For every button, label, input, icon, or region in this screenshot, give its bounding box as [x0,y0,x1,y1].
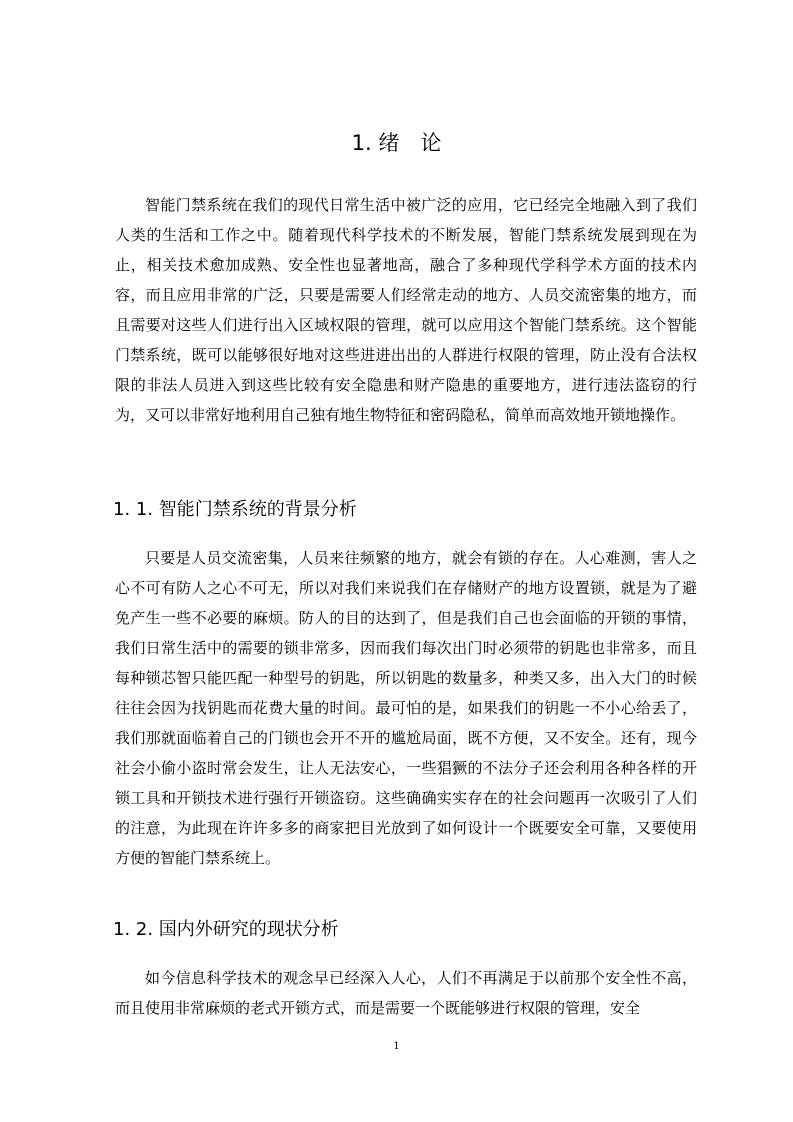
chapter-title: 1. 绪 论 [351,131,442,155]
section-heading-1-1: 1. 1. 智能门禁系统的背景分析 [113,499,357,520]
intro-paragraph: 智能门禁系统在我们的现代日常生活中被广泛的应用，它已经完全地融入到了我们人类的生活和工作之中。随着现代科学技术的不断发展，智能门禁系统发展到现在为止，相关技术愈加成熟、安全性也显著地高，融合了多种现代学科学术方面的技术内容，而且应用非常的广泛，只要是需要人们经常走动的地方、人员交流密集的地方，而且需要对这些人们进行出入区域权限的管理，就可以应用这个智能门禁系统。这个智能门禁系统，既可以能够很好地对这些进进出出的人群进行权限的管理，防止没有合法权限的非法人员进入到这些比较有安全隐患和财产隐患的重要地方，进行违法盗窃的行为，又可以非常好地利用自己独有地生物特征和密码隐私，简单而高效地开锁地操作。 [115,196,697,424]
section-heading-1-2: 1. 2. 国内外研究的现状分析 [113,919,339,940]
section-1-2-paragraph: 如今信息科学技术的观念早已经深入人心，人们不再满足于以前那个安全性不高，而且使用非常麻烦的老式开锁方式，而是需要一个既能够进行权限的管理，安全 [115,969,697,1017]
page-number: 1 [393,1041,400,1052]
section-1-1-paragraph: 只要是人员交流密集，人员来往频繁的地方，就会有锁的存在。人心难测，害人之心不可有防人之心不可无，所以对我们来说我们在存储财产的地方设置锁，就是为了避免产生一些不必要的麻烦。防人的目的达到了，但是我们自己也会面临的开锁的事情，我们日常生活中的需要的锁非常多，因而我们每次出门时必须带的钥匙也非常多，而且每种锁芯智只能匹配一种型号的钥匙，所以钥匙的数量多，种类又多，出入大门的时候往往会因为找钥匙而花费大量的时间。最可怕的是，如果我们的钥匙一不小心给丢了，我们那就面临着自己的门锁也会开不开的尴尬局面，既不方便，又不安全。还有，现今社会小偷小盗时常会发生，让人无法安心，一些猖獗的不法分子还会利用各种各样的开锁工具和开锁技术进行强行开锁盗窃。这些确确实实存在的社会问题再一次吸引了人们的注意，为此现在许许多多的商家把目光放到了如何设计一个既要安全可靠，又要使用方便的智能门禁系统上。 [115,549,697,867]
